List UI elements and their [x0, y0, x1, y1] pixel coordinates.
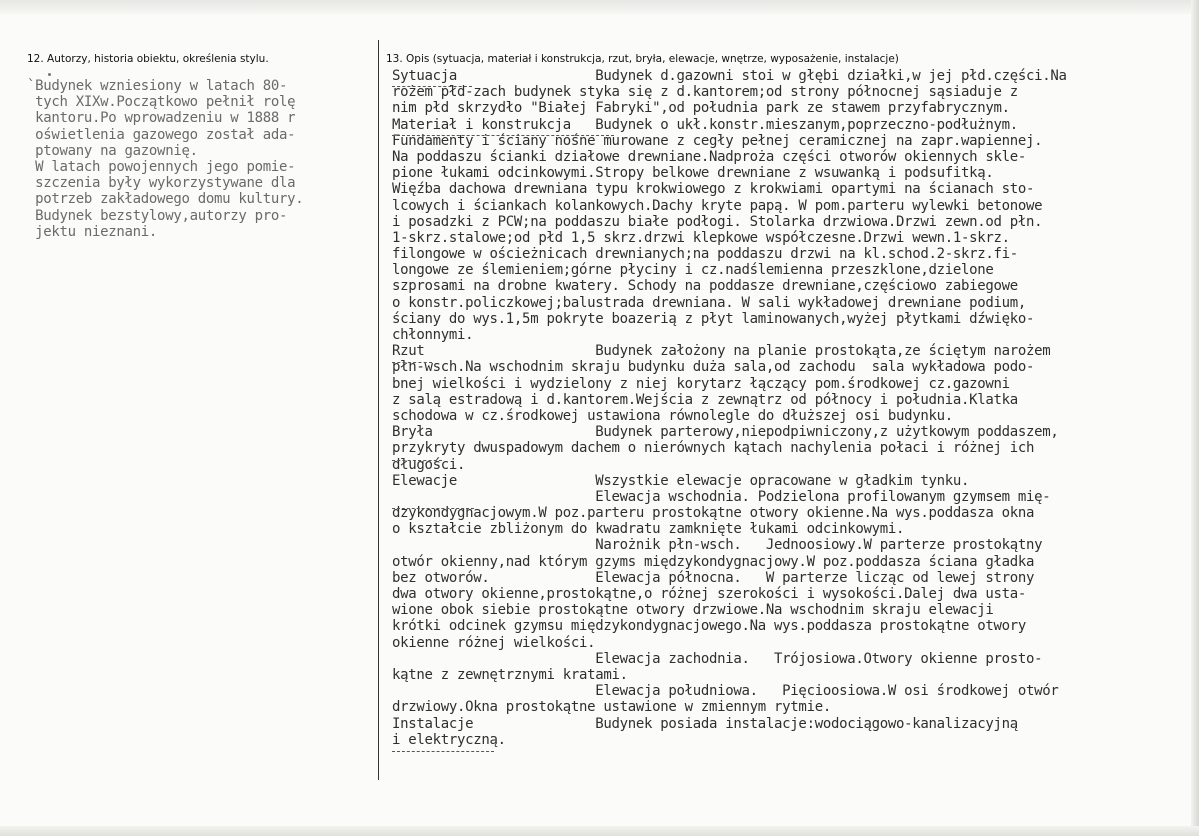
description-line-40: drzwiowy.Okna prostokątne ustawione w zmiennym rytmie. [392, 699, 831, 716]
description-line-23: Bryła Budynek parterowy,niepodpiwniczony,z użytkowym poddaszem, [392, 424, 1059, 441]
description-line-32: bez otworów. Elewacja północna. W parterze licząc od lewej strony [392, 569, 1035, 586]
underline-elewacje [392, 508, 474, 509]
description-line-11: 1-skrz.stalowe;od płd 1,5 skrz.drzwi klepkowe współczesne.Drzwi wewn.1-skrz. [392, 229, 1010, 246]
history-line-8: potrzeb zakładowego domu kultury. [27, 191, 304, 208]
description-line-38: kątne z zewnętrznymi kratami. [392, 666, 628, 683]
description-line-16: ściany do wys.1,5m pokryte boazerią z płyt laminowanych,wyżej płytkami dźwięko- [392, 310, 1035, 327]
underline-sytuacja [392, 86, 472, 87]
description-line-9: lcowych i ściankach kolankowych.Dachy kryte papą. W pom.parteru wylewki betonowe [392, 197, 1043, 214]
description-line-4: Materiał i konstrukcja Budynek o ukł.konstr.mieszanym,poprzeczno-podłużnym. [392, 116, 1018, 133]
description-line-14: szprosami na drobne kwatery. Schody na poddasze drewniane,częściowo zabiegowe [392, 278, 1018, 295]
history-line-2: tych XIXw.Początkowo pełnił rolę [27, 94, 296, 111]
history-line-3: kantoru.Po wprowadzeniu w 1888 r [27, 110, 296, 127]
description-line-18: Rzut Budynek założony na planie prostokąta,ze ściętym narożem [392, 343, 1051, 360]
history-line-9: Budynek bezstylowy,autorzy pro- [27, 207, 288, 224]
description-line-1: Sytuacja Budynek d.gazowni stoi w głębi działki,w jej płd.części.Na [392, 68, 1067, 84]
scan-edge-bottom [0, 826, 1199, 836]
description-line-6: Na poddaszu ścianki działowe drewniane.Nadproża części otworów okiennych skle- [392, 148, 1027, 165]
description-line-26: Elewacje Wszystkie elewacje opracowane w gładkim tynku. [392, 472, 970, 489]
scan-edge-top [0, 0, 1199, 14]
underline-bryla [392, 460, 442, 461]
description-line-15: o konstr.policzkowej;balustrada drewniana. W sali wykładowej drewniane podium, [392, 294, 1027, 311]
history-line-7: szczenia były wykorzystywane dla [27, 175, 296, 192]
description-line-27: Elewacja wschodnia. Podzielona profilowanym gzymsem mię- [392, 488, 1051, 505]
description-line-21: z salą estradową i d.kantorem.Wejścia z zewnątrz od północy i południa.Klatka [392, 391, 1018, 408]
history-line-4: oświetlenia gazowego został ada- [27, 126, 296, 143]
scan-edge-right [1191, 0, 1199, 836]
section-13-heading: 13. Opis (sytuacja, materiał i konstrukcja, rzut, bryła, elewacje, wnętrze, wyposażenie, instalacje) [386, 53, 899, 65]
description-line-20: bnej wielkości i wydzielony z niej korytarz łączący pom.środkowej cz.gazowni [392, 375, 1010, 392]
section-12-heading: 12. Autorzy, historia obiektu, określenia stylu. [27, 53, 269, 65]
description-line-13: longowe ze ślemieniem;górne płyciny i cz.nadślemienna przeszklone,dzielone [392, 262, 994, 279]
underline-instalacje [392, 751, 494, 752]
history-typed-text [27, 78, 303, 240]
history-line-6: W latach powojennych jego pomie- [27, 158, 296, 175]
description-line-7: pione łukami odcinkowymi.Stropy belkowe drewniane z wsuwanką i podsufitką. [392, 165, 994, 182]
description-line-22: schodowa w cz.środkowej ustawiona równolegle do dłuższej osi budynku. [392, 407, 953, 424]
scan-speck [48, 73, 51, 76]
description-line-19: płn-wsch.Na wschodnim skraju budynku duża sala,od zachodu sala wykładowa podo- [392, 359, 1035, 376]
description-line-42: i elektryczną. [392, 731, 506, 748]
description-line-5: Fundamenty i ściany nośne murowane z cegły pełnej ceramicznej na zapr.wapiennej. [392, 132, 1043, 149]
description-line-10: i posadzki z PCW;na poddaszu białe podłogi. Stolarka drzwiowa.Drzwi zewn.od płn. [392, 213, 1043, 230]
description-line-17: chłonnymi. [392, 327, 474, 343]
history-line-1: `Budynek wzniesiony w latach 80- [27, 78, 288, 94]
description-typed-text [392, 68, 1067, 748]
description-line-28: dzykondygnacjowym.W poz.parteru prostokątne otwory okienne.Na wys.poddasza okna [392, 505, 1035, 522]
description-line-30: Narożnik płn-wsch. Jednoosiowy.W parterze prostokątny [392, 537, 1043, 554]
column-divider [378, 40, 379, 780]
description-line-29: o kształcie zbliżonym do kwadratu zamknięte łukami odcinkowymi. [392, 521, 905, 538]
history-line-5: ptowany na gazownię. [27, 142, 198, 159]
history-line-10: jektu nieznani. [27, 223, 158, 240]
description-line-3: nim płd skrzydło "Białej Fabryki",od południa park ze stawem przyfabrycznym. [392, 100, 1010, 117]
description-line-35: krótki odcinek gzymsu międzykondygnacjowego.Na wys.poddasza prostokątne otwory [392, 618, 1027, 635]
description-line-33: dwa otwory okienne,prostokątne,o różnej szerokości i wysokości.Dalej dwa usta- [392, 586, 1027, 602]
description-line-37: Elewacja zachodnia. Trójosiowa.Otwory okienne prosto- [392, 650, 1043, 667]
description-line-36: okienne różnej wielkości. [392, 634, 596, 651]
description-line-8: Więźba dachowa drewniana typu krokwiowego z krokwiami opartymi na ścianach sto- [392, 181, 1035, 198]
description-line-2: rożem płd-zach budynek styka się z d.kantorem;od strony północnej sąsiaduje z [392, 84, 1018, 101]
underline-material [392, 135, 614, 136]
description-line-39: Elewacja południowa. Pięcioosiowa.W osi środkowej otwór [392, 683, 1059, 700]
description-line-24: przykryty dwuspadowym dachem o nierównych kątach nachylenia połaci i różnej ich [392, 440, 1035, 457]
description-line-25: długości. [392, 456, 466, 473]
description-line-12: filongowe w ościeżnicach drewnianych;na poddaszu drzwi na kl.schod.2-skrz.fi- [392, 246, 1018, 263]
description-line-34: wione obok siebie prostokątne otwory drzwiowe.Na wschodnim skraju elewacji [392, 602, 994, 619]
description-line-31: otwór okienny,nad którym gzyms międzykondygnacjowy.W poz.poddasza ściana gładka [392, 553, 1035, 570]
underline-rzut [392, 362, 432, 363]
description-line-41: Instalacje Budynek posiada instalacje:wodociągowo-kanalizacyjną [392, 715, 1018, 732]
